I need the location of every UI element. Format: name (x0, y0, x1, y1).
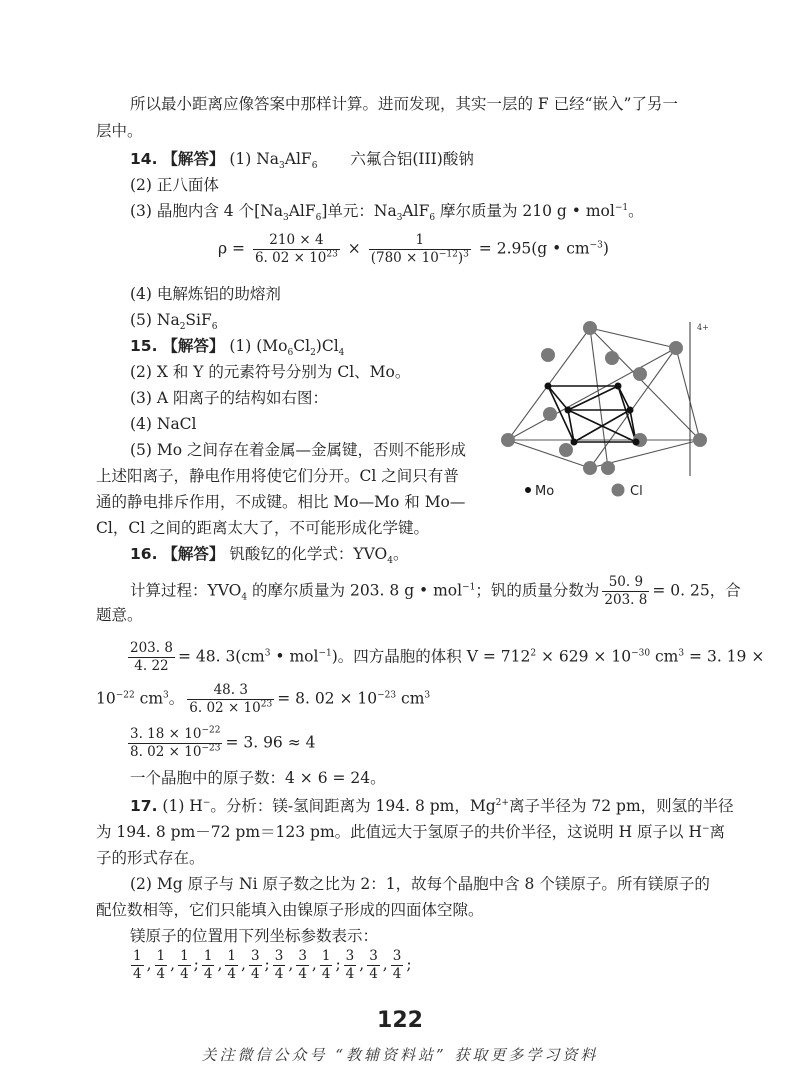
fraction (369, 232, 471, 267)
subscript: 2 (310, 348, 316, 359)
denominator (369, 250, 471, 267)
legend-cl-label: Cl (630, 484, 643, 499)
cl-atoms (501, 321, 707, 475)
subscript: 4 (241, 592, 248, 603)
question-15-heading (130, 335, 344, 357)
text: 。 (168, 689, 185, 708)
separator: , (288, 955, 294, 974)
denominator: 4 (369, 966, 378, 982)
text-line: (2) Mg 原子与 Ni 原子数之比为 2：1，故每个晶胞中含 8 个镁原子。所有镁原子的 (130, 875, 710, 893)
denominator: 4 (298, 966, 307, 982)
mo-atom (565, 407, 572, 414)
text-line: (3) A 阳离子的结构如右图： (130, 389, 329, 407)
denominator: 4 (345, 966, 355, 982)
bond-line (508, 440, 590, 468)
charge-label: 4+ (697, 323, 709, 332)
numerator: 3 (250, 948, 260, 964)
coordinate-fraction (344, 948, 357, 983)
text: AlF (284, 150, 312, 168)
text: 离 (709, 823, 726, 841)
fraction (187, 682, 274, 717)
separator: , (217, 955, 223, 974)
numerator: 1 (203, 948, 213, 964)
text: 钒酸钇的化学式：YVO (229, 545, 388, 563)
text: 8. 02 × 10 (130, 744, 202, 760)
compound-name: 六氟合铝(III)酸钠 (350, 150, 474, 168)
denominator: 4 (392, 966, 402, 982)
cl-atom (669, 341, 683, 355)
coordinate-fraction (178, 948, 191, 983)
text: (1) (Mo (229, 337, 288, 355)
denominator: 4 (180, 966, 189, 982)
subscript: 6 (287, 348, 294, 359)
mo-atom (571, 439, 578, 446)
coordinate-fraction (155, 948, 168, 983)
mo-bond (568, 386, 618, 410)
text: ρ = (218, 239, 246, 258)
text: 离子半径为 72 pm，则氢的半径 (508, 797, 734, 815)
text-line: 所以最小距离应像答案中那样计算。进而发现，其实一层的 F 已经“嵌入”了另一 (130, 95, 678, 113)
superscript: −22 (201, 725, 221, 736)
numerator: 1 (180, 948, 189, 964)
text-line (130, 574, 741, 609)
fraction (128, 726, 222, 761)
text: 。分析：镁-氢间距离为 194. 8 pm，Mg (210, 797, 496, 815)
denominator: 4 (274, 966, 284, 982)
cl-atom (583, 461, 597, 475)
text: 摩尔质量为 210 g • mol (435, 202, 615, 220)
denominator (253, 250, 340, 267)
text: = 2.95(g • cm (478, 239, 590, 258)
coordinate-fraction (131, 948, 144, 983)
text: = 3. 19 × (684, 647, 765, 666)
coordinate-fraction (202, 948, 215, 983)
superscript: −30 (631, 648, 651, 659)
text: • mol (270, 647, 319, 666)
separator: ; (264, 955, 270, 974)
superscript: −12 (438, 249, 458, 260)
text: SiF (185, 311, 212, 329)
text: × (347, 239, 361, 258)
text: ) (457, 250, 464, 266)
mo-atom (633, 439, 640, 446)
coordinate-list (128, 948, 412, 983)
superscript: −1 (318, 648, 332, 659)
mo6cl8-structure-figure (490, 318, 718, 508)
text: 3. 18 × 10 (130, 726, 202, 742)
question-number: 17. (130, 797, 158, 815)
numerator: 1 (133, 948, 142, 964)
denominator: 4. 22 (134, 658, 169, 674)
numerator: 203. 8 (130, 640, 173, 656)
superscript: 23 (326, 249, 338, 260)
cl-atom (583, 321, 597, 335)
subscript: 4 (338, 348, 345, 359)
superscript: − (202, 797, 211, 808)
superscript: 23 (260, 699, 273, 710)
denominator (187, 700, 274, 717)
text: = 8. 02 × 10 (277, 689, 378, 708)
fraction (602, 574, 649, 609)
text-line (128, 726, 316, 761)
question-number: 16. (130, 545, 158, 563)
text: (1) Na (229, 150, 280, 168)
coordinate-fraction (320, 948, 333, 983)
text-line (96, 682, 430, 717)
superscript: −1 (462, 582, 476, 593)
legend-mo-dot (525, 487, 531, 493)
text: 计算过程：YVO (130, 581, 242, 600)
text-line: (4) 电解炼铝的助熔剂 (130, 285, 281, 303)
superscript: − (702, 823, 710, 834)
text-line: 通的静电排斥作用，不成键。相比 Mo—Mo 和 Mo— (96, 493, 466, 511)
subscript: 2 (179, 322, 186, 333)
coordinate-fraction (391, 948, 404, 983)
denominator: 4 (133, 966, 142, 982)
question-14-heading (130, 148, 474, 170)
fraction (128, 640, 175, 675)
text: cm (650, 647, 679, 666)
text: cm (396, 689, 425, 708)
text: ) (602, 239, 609, 258)
question-number: 15. (130, 337, 158, 355)
coordinate-fraction (296, 948, 309, 983)
superscript: −23 (201, 743, 221, 754)
text-line (130, 309, 218, 331)
text: 6. 02 × 10 (189, 700, 261, 716)
coordinate-fraction (225, 948, 238, 983)
bond-line (590, 328, 676, 348)
text: 的摩尔质量为 203. 8 g • mol (247, 581, 463, 600)
text: 为 194. 8 pm－72 pm＝123 pm。此值远大于氢原子的共价半径，这说明 H 原子以 H (96, 823, 702, 841)
subscript: 3 (396, 213, 403, 224)
numerator: 3 (369, 948, 378, 964)
mo-atoms (545, 383, 640, 446)
numerator: 48. 3 (187, 682, 274, 700)
separator: ; (406, 955, 412, 974)
answer-tag: 【解答】 (162, 337, 225, 355)
text-line: 子的形式存在。 (96, 849, 205, 867)
cl-atom (501, 433, 515, 447)
superscript: 2 (530, 648, 537, 659)
separator: , (241, 955, 246, 974)
numerator: 3 (298, 948, 307, 964)
text: 10 (96, 689, 116, 708)
text: 。 (392, 545, 409, 563)
superscript: 3 (678, 648, 685, 659)
separator: , (170, 955, 176, 974)
numerator: 3 (392, 948, 402, 964)
denominator: 203. 8 (604, 592, 648, 608)
numerator: 3 (345, 948, 355, 964)
text: )。四方晶胞的体积 V = 712 (331, 647, 531, 666)
subscript: 4 (387, 556, 393, 567)
superscript: 3 (463, 249, 469, 260)
page-number: 122 (377, 1008, 423, 1033)
mo-bond (618, 386, 636, 442)
text: = 0. 25，合 (652, 581, 741, 600)
superscript: 3 (424, 690, 431, 701)
text: AlF (402, 202, 430, 220)
numerator: 210 × 4 (253, 232, 340, 250)
separator: , (311, 955, 317, 974)
separator: ; (335, 955, 341, 974)
text-line: (5) Mo 之间存在着金属—金属键，否则不能形成 (130, 441, 467, 459)
cl-atom (543, 407, 557, 421)
cl-atom (541, 348, 555, 362)
text: (5) Na (130, 311, 180, 329)
cl-atom (559, 443, 573, 457)
subscript: 6 (315, 213, 322, 224)
numerator: 1 (369, 232, 471, 250)
separator: , (146, 955, 152, 974)
mo-atom (545, 383, 552, 390)
text-line: (4) NaCl (130, 415, 197, 433)
answer-tag: 【解答】 (162, 545, 225, 563)
subscript: 3 (279, 161, 285, 172)
legend-cl-dot (612, 484, 625, 497)
denominator: 4 (250, 966, 260, 982)
numerator: 50. 9 (602, 574, 649, 592)
denominator: 4 (321, 966, 331, 982)
superscript: −23 (377, 690, 397, 701)
coordinate-fraction (273, 948, 286, 983)
text: AlF (288, 202, 316, 220)
density-formula (218, 232, 609, 267)
cl-atom (605, 351, 619, 365)
text: = 3. 96 ≈ 4 (225, 733, 316, 752)
separator: , (359, 955, 365, 974)
text-line: 镁原子的位置用下列坐标参数表示： (130, 927, 379, 945)
text: = 48. 3(cm (177, 647, 265, 666)
numerator: 1 (227, 948, 237, 964)
text-line: (2) 正八面体 (130, 176, 219, 194)
text: (1) H (162, 797, 203, 815)
text: ]单元：Na (321, 202, 397, 220)
numerator: 1 (156, 948, 166, 964)
bond-line (590, 348, 676, 468)
separator: ; (193, 955, 199, 974)
subscript: 3 (282, 213, 289, 224)
superscript: −3 (589, 240, 603, 251)
fraction (253, 232, 340, 267)
text-line (128, 640, 764, 675)
numerator: 1 (321, 948, 331, 964)
text: 。 (628, 202, 644, 220)
question-number: 14. (130, 150, 158, 168)
coordinate-fraction (367, 948, 380, 983)
text-line: 层中。 (96, 122, 143, 140)
text-line (96, 821, 725, 843)
text-line: 题意。 (96, 606, 143, 624)
superscript: −1 (614, 202, 629, 213)
text-line: 一个晶胞中的原子数：4 × 6 = 24。 (130, 769, 386, 787)
subscript: 6 (429, 213, 436, 224)
footer-note: 关注微信公众号 “教辅资料站” 获取更多学习资料 (201, 1046, 599, 1064)
numerator: 3 (274, 948, 284, 964)
text: )Cl (315, 337, 339, 355)
numerator (128, 726, 222, 744)
bond-line (508, 348, 676, 440)
text-line (130, 200, 644, 222)
legend-mo-label: Mo (535, 484, 555, 499)
text: cm (134, 689, 164, 708)
denominator: 4 (227, 966, 237, 982)
text: Cl (293, 337, 311, 355)
superscript: −22 (115, 690, 135, 701)
question-17-heading (130, 795, 734, 817)
question-16-heading (130, 543, 408, 565)
text-line: 配位数相等，它们只能填入由镍原子形成的四面体空隙。 (96, 901, 484, 919)
text: 6. 02 × 10 (254, 250, 327, 266)
subscript: 6 (311, 161, 318, 172)
cl-atom (633, 367, 647, 381)
text: (780 × 10 (370, 250, 439, 266)
text: (3) 晶胞内含 4 个[Na (130, 202, 283, 220)
cl-atom (601, 461, 615, 475)
coordinate-fraction (249, 948, 262, 983)
cl-atom (693, 433, 707, 447)
denominator: 4 (203, 966, 213, 982)
text-line: 上述阳离子，静电作用将使它们分开。Cl 之间只有普 (96, 467, 459, 485)
mo-bond (568, 410, 636, 442)
text: ；钒的质量分数为 (475, 581, 600, 600)
denominator (128, 744, 222, 761)
superscript: 2+ (495, 797, 509, 808)
text-line: (2) X 和 Y 的元素符号分别为 Cl、Mo。 (130, 363, 411, 381)
mo-atom (615, 383, 622, 390)
text-line: Cl，Cl 之间的距离太大了，不可能形成化学键。 (96, 519, 430, 537)
subscript: 6 (211, 322, 218, 333)
separator: , (382, 955, 388, 974)
text: × 629 × 10 (536, 647, 632, 666)
bond-line (676, 348, 700, 440)
mo-atom (627, 407, 634, 414)
denominator: 4 (156, 966, 166, 982)
superscript: 3 (264, 648, 271, 659)
answer-tag: 【解答】 (162, 150, 225, 168)
superscript: 3 (163, 690, 169, 701)
